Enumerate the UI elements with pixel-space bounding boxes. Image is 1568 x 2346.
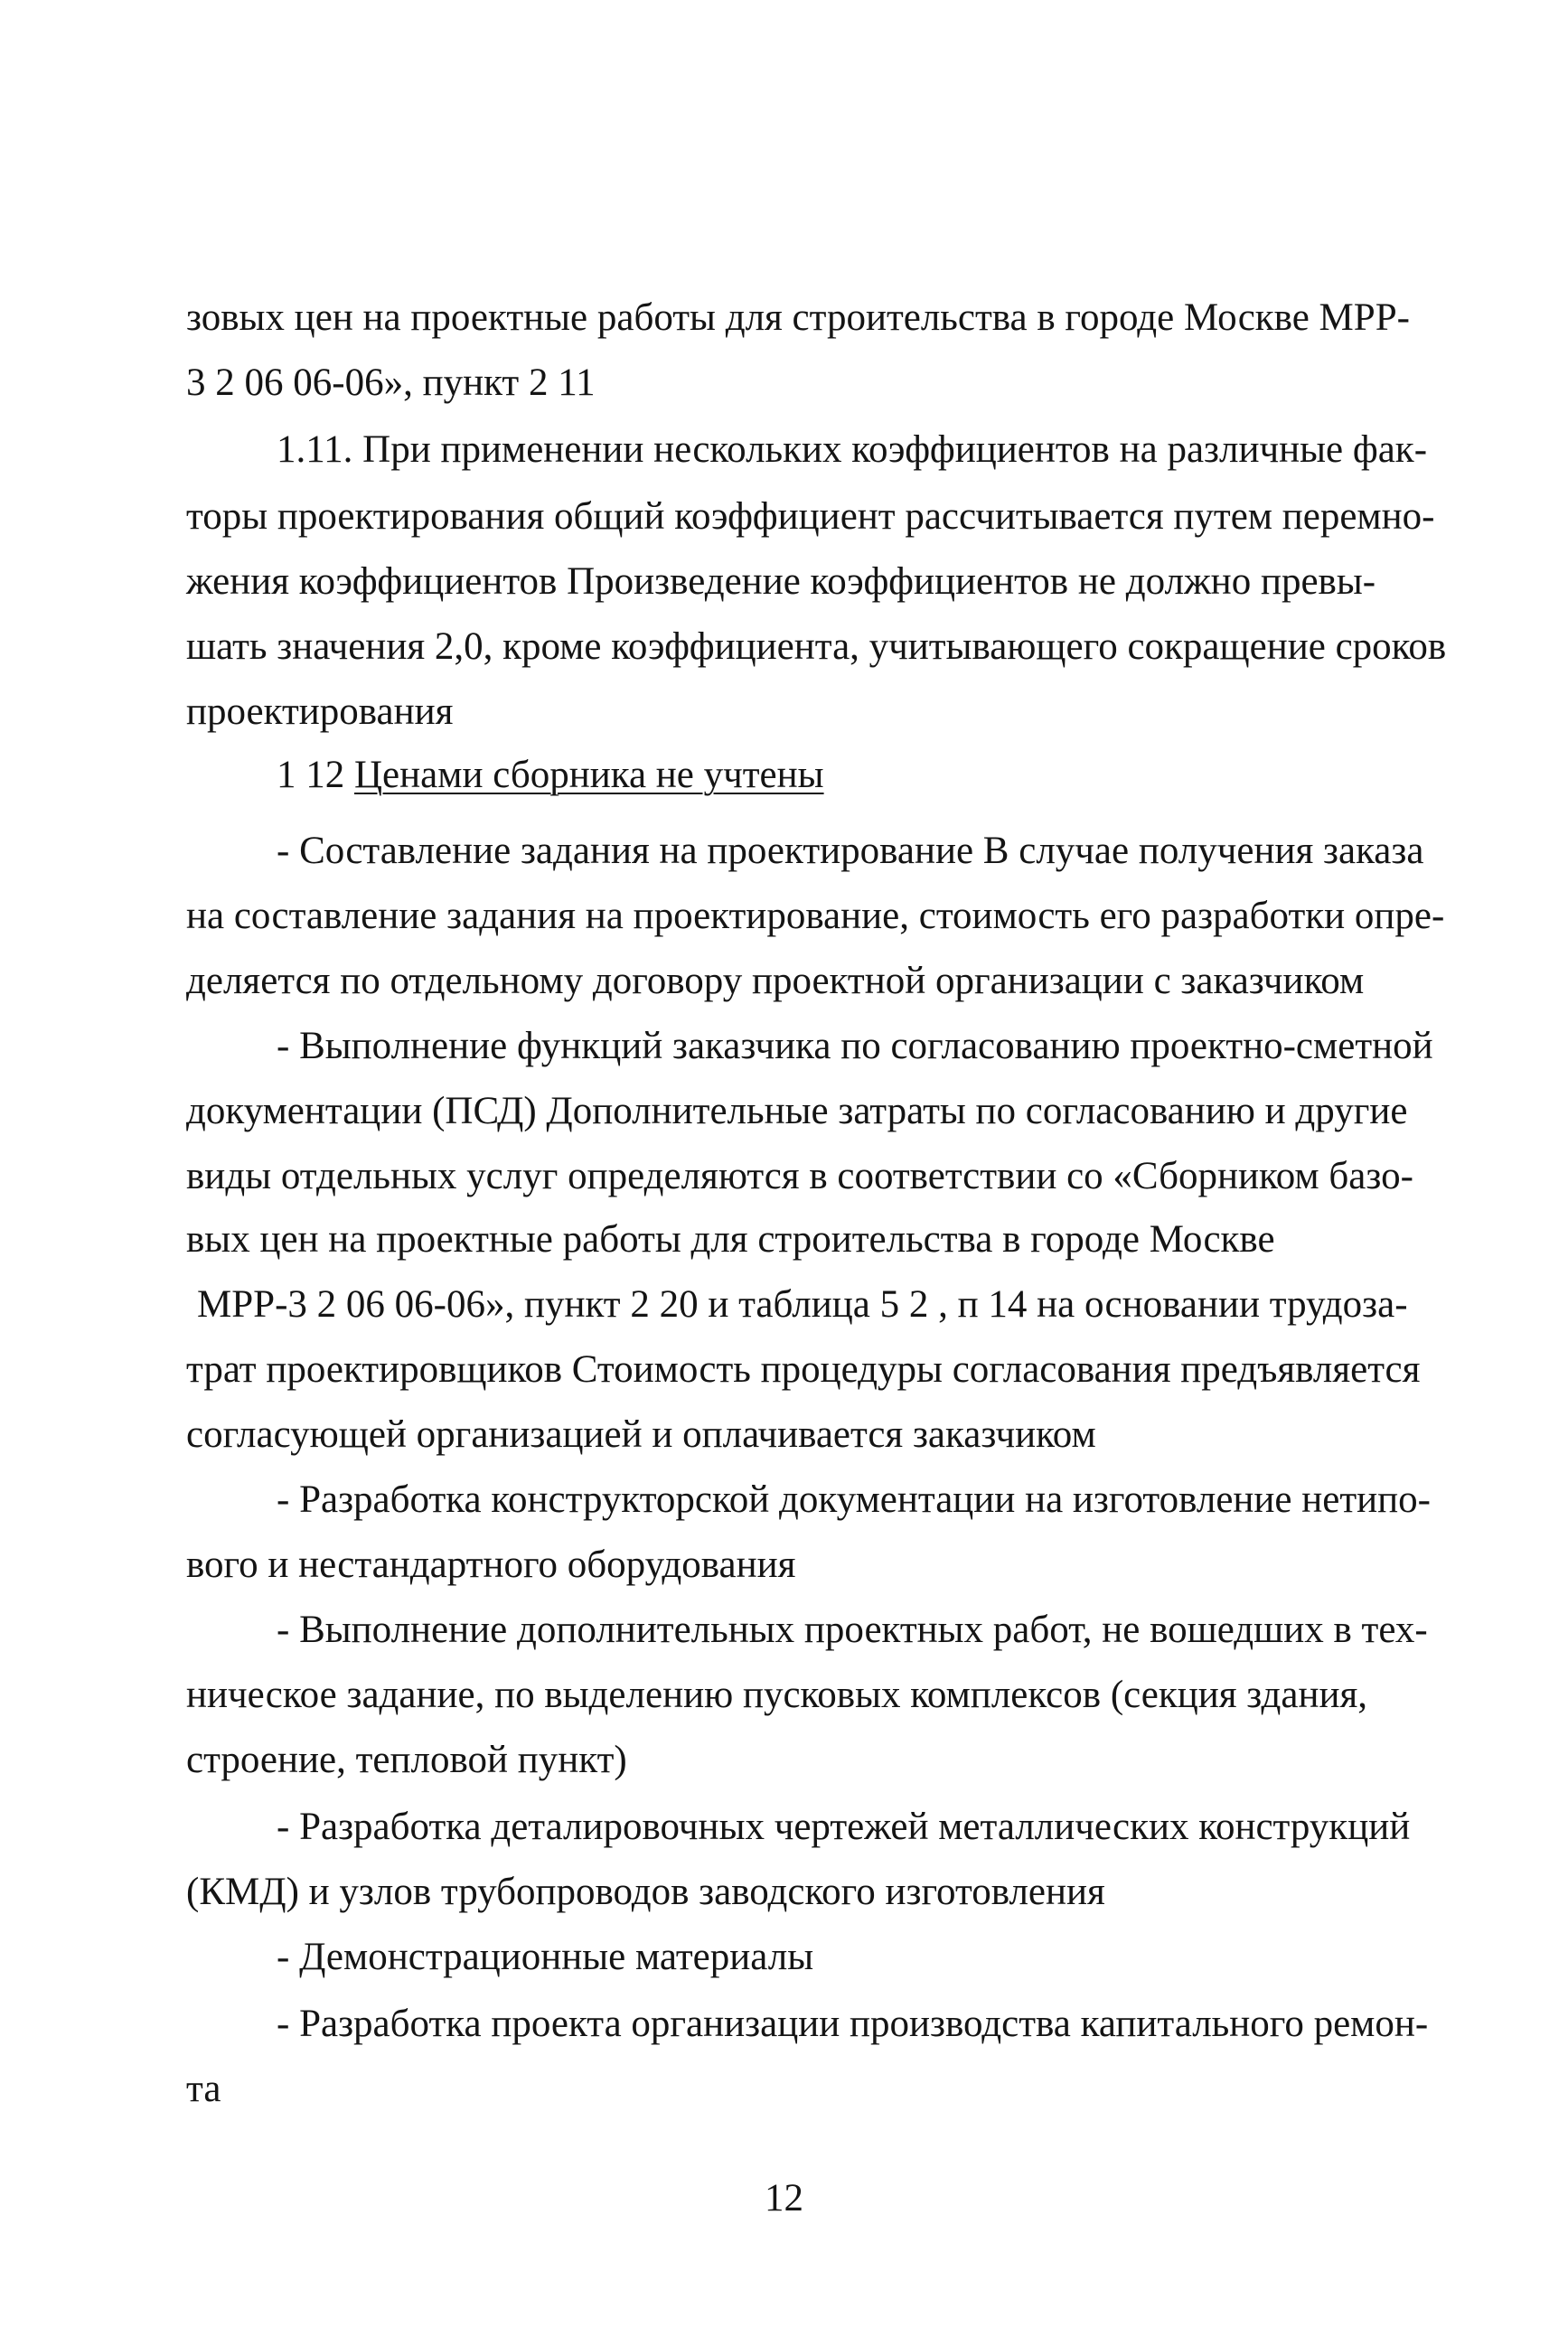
text-line: вого и нестандартного оборудования (186, 1544, 796, 1586)
list-item: - Разработка деталировочных чертежей металлических конструкций (277, 1806, 1411, 1848)
section-number: 1 12 (277, 754, 345, 796)
text-line: виды отдельных услуг определяются в соответствии со «Сборником базо- (186, 1155, 1413, 1197)
text-line: 3 2 06 06-06», пункт 2 11 (186, 361, 596, 404)
list-item: - Разработка проекта организации производства капитального ремон- (277, 2003, 1429, 2045)
page-number: 12 (765, 2177, 803, 2219)
text-line: ническое задание, по выделению пусковых комплексов (секция здания, (186, 1674, 1368, 1716)
text-line: согласующей организацией и оплачивается заказчиком (186, 1413, 1096, 1456)
text-line: на составление задания на проектирование, стоимость его разработки опре- (186, 895, 1445, 937)
text-line: торы проектирования общий коэффициент рассчитывается путем перемно- (186, 495, 1435, 538)
text-line: 1.11. При применении нескольких коэффициентов на различные фак- (277, 428, 1428, 471)
text-line: зовых цен на проектные работы для строительства в городе Москве МРР- (186, 296, 1410, 339)
text-line: жения коэффициентов Произведение коэффициентов не должно превы- (186, 560, 1376, 603)
list-item: - Демонстрационные материалы (277, 1936, 814, 1978)
list-item: - Разработка конструкторской документации на изготовление нетипо- (277, 1478, 1432, 1521)
text-line: строение, тепловой пункт) (186, 1739, 627, 1781)
text-line: (КМД) и узлов трубопроводов заводского изготовления (186, 1871, 1105, 1913)
section-heading (277, 752, 824, 799)
text-line: вых цен на проектные работы для строительства в городе Москве (186, 1218, 1275, 1261)
list-item: - Выполнение дополнительных проектных работ, не вошедших в тех- (277, 1609, 1428, 1651)
text-line: та (186, 2068, 221, 2110)
text-line: трат проектировщиков Стоимость процедуры согласования предъявляется (186, 1348, 1421, 1391)
section-title: Ценами сборника не учтены (354, 754, 824, 796)
text-line: шать значения 2,0, кроме коэффициента, учитывающего сокращение сроков (186, 625, 1447, 668)
text-line: МРР-3 2 06 06-06», пункт 2 20 и таблица 5 2 , п 14 на основании трудоза- (197, 1283, 1408, 1326)
list-item: - Составление задания на проектирование В случае получения заказа (277, 830, 1424, 872)
text-line: проектирования (186, 690, 454, 733)
text-line: документации (ПСД) Дополнительные затраты по согласованию и другие (186, 1090, 1408, 1132)
text-line: деляется по отдельному договору проектной организации с заказчиком (186, 960, 1365, 1002)
list-item: - Выполнение функций заказчика по согласованию проектно-сметной (277, 1025, 1433, 1067)
